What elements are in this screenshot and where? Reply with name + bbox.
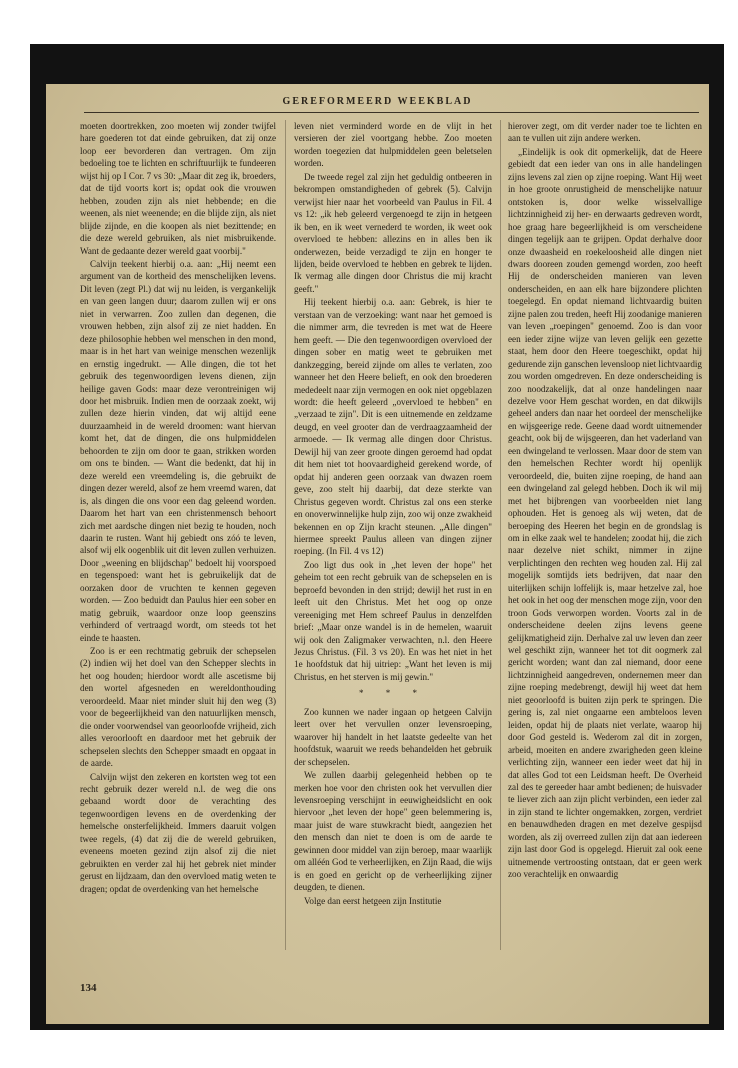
paragraph: Zoo is er een rechtmatig gebruik der schepselen (2) indien wij het doel van den Schepper slechts in het oog houden; hierdoor wordt alle ascetisme bij den wortel afgesneden en wereldonthouding veroordeeld. Maar niet minder sluit hij den weg (3) voor de begeerlijkheid van den natuurlijken mensch, die onder voorwendsel van geoorloofde vrijheid, zich alles veroorlooft en daardoor met het gebruik der schepselen slechts den Schepper smaadt en opgaat in de aarde. — [80, 646, 276, 769]
column-divider — [500, 120, 501, 950]
paragraph: Volge dan eerst hetgeen zijn Institutie — [304, 895, 442, 906]
running-header: GEREFORMEERD WEEKBLAD — [282, 96, 473, 107]
column-divider — [285, 120, 286, 950]
page-number: 134 — [80, 982, 97, 994]
paragraph: moeten doortrekken, zoo moeten wij zonder twijfel hare goederen tot dat einde gebruiken, dat zij onze loop eer bevorderen dan vertragen. Om zijn bedoeling toe te lichten en schriftuurlijk te fundeeren wijst hij op I Cor. 7 vs 30: „Maar dit zeg ik, broeders, dat de tijd voorts kort is; opdat ook die vrouwen hebben, zouden zijn als niet hebbende; en die weenen, als niet weenende; en die blijde zijn, als niet blijde zijnde, en die koopen als niet bezittende; en die deze wereld gebruiken, als niet misbruikende. Want de gedaante dezer wereld gaat voorbij." — [80, 121, 276, 256]
magazine-page — [46, 84, 709, 1024]
paragraph: leven niet verminderd worde en de vlijt in het versieren der ziel voortgang hebbe. Zoo moeten worden toegezien dat hulpmiddelen geen beletselen worden. — [294, 121, 492, 169]
paragraph: De tweede regel zal zijn het geduldig ontbeeren in bekrompen omstandigheden of gebrek (5). Calvijn verwijst hier naar het voorbeeld van Paulus in Fil. 4 vs 12: „ik heb geleerd vergenoegd te zijn in hetgeen ik ben, en ik weet vernederd te worden, ik weet ook overvloed te hebben: allezins en in alles ben ik onderwezen, beide verzadigd te zijn en honger te lijden, beide overvloed te hebben en gebrek te lijden. Ik vermag alle dingen door Christus die mij kracht geeft." — [294, 171, 492, 294]
paragraph: Zoo kunnen we nader ingaan op hetgeen Calvijn leert over het vervullen onzer levensroeping, waarover hij handelt in het laatste gedeelte van het hoofdstuk, waaruit we reeds behandelden het gebruik der schepselen. — [294, 706, 492, 767]
paragraph: Zoo ligt dus ook in „het leven der hope" het geheim tot een recht gebruik van de schepselen en is beproefd bevonden in den strijd; dewijl het rust in en leeft uit den Christus. Met het oog op onze vereeniging met Hem schreef Paulus in denzelfden brief: „Maar onze wandel is in de hemelen, waaruit wij ook den Zaligmaker verwachten, n.l. den Heere Jezus Christus. (Fil. 3 vs 20). En was het niet in het 1e hoofdstuk dat hij uitriep: „Want het leven is mij Christus, en het sterven is mij gewin." — [294, 559, 492, 682]
column-2 — [294, 120, 492, 970]
column-3 — [508, 120, 702, 970]
paragraph: We zullen daarbij gelegenheid hebben op te merken hoe voor den christen ook het vervullen dier levensroeping verschijnt in eeuwigheidslicht en ook hiervoor „het leven der hope" geen belemmering is, maar juist de ware stuwkracht biedt, aangezien het den mensch dan niet te doen is om de aarde te gewinnen door middel van zijn beroep, maar waarlijk om alléén God te verheerlijken, en Zijn Raad, die wijs is en goed en gericht op de verheerlijking zijner deugden, te dienen. — [294, 770, 492, 893]
paragraph: hierover zegt, om dit verder nader toe te lichten en aan te vullen uit zijn andere werken. — [508, 121, 702, 144]
header-rule — [84, 112, 699, 113]
paragraph: Calvijn wijst den zekeren en kortsten weg tot een recht gebruik dezer wereld n.l. de weg die ons gebaand wordt door de verachting des tegenwoordigen levens en de overdenking der hemelsche onsterfelijkheid. Immers daaruit volgen twee regels, (4) dat zij die de wereld gebruiken, eveneens moeten gezind zijn alsof zij die niet gebruikten en verder zal hij het gebrek niet minder gerust en lijdzaam, dan den overvloed matig weten te dragen; opdat de overdenking van het hemelsche — [80, 771, 276, 894]
paragraph: Calvijn teekent hierbij o.a. aan: „Hij neemt een argument van de kortheid des menschelijken levens. Dit leven (zegt Pl.) dat wij nu leiden, is vergankelijk en van geen langen duur; daarom zullen wij er ons niet in verwarren. Zoo zullen dan degenen, die vrouwen hebben, zijn alsof zij ze niet hadden. En deze philosophie hebben wel menschen in den mond, maar is in het hart van weinige menschen wezenlijk en ernstig ingedrukt. — Alle dingen, die tot het gebruik des tegenwoordigen levens dienen, zijn heilige gaven Gods: maar deze verontreinigen wij door het misbruik. Indien men de oorzaak zoekt, wij zullen deze hierin vinden, dat wij altijd eene duurzaamheid in de wereld droomen: want hiervan komt het, dat de dingen, die ons hulpmiddelen behoorden te zijn om door te gaan, strikken worden om ons te binden. — Want die bedenkt, dat hij in deze wereld een vreemdeling is, die gebruikt de dingen dezer wereld, alsof ze hem vreemd waren, dat is, als dingen die ons voor een dag geleend worden. Daarom het hart van een christenmensch behoort zich met aardsche dingen niet bezig te houden, noch daarin te rusten. Want hij gebiedt ons zóó te leven, alsof wij elk oogenblik uit dit leven zullen verhuizen. Door „weening en blijdschap" bedoelt hij voorspoed en tegenspoed: want het is gebruikelijk dat de oorzaken door de vruchten te kennen gegeven worden. — Zoo beduidt dan Paulus hier een sober en matig gebruik, waardoor onze loop geenszins verhinderd of vertraagd wordt, om steeds tot het einde te haasten. — [80, 258, 276, 643]
paragraph: „Eindelijk is ook dit opmerkelijk, dat de Heere gebiedt dat een ieder van ons in alle handelingen zijns levens zal zien op zijne roeping. Want Hij weet in hoe groote onrustigheid de menschelijke natuur ontstoken is, door welke wisselvallige lichtzinnigheid zij her- en derwaarts gedreven wordt, hoe graag hare begeerlijkheid is om verscheidene dingen tegelijk aan te grijpen. Opdat derhalve door onze dwaasheid en roekeloosheid alle dingen niet dwars dooreen zouden gemengd worden, zoo heeft Hij de onderscheiden manieren van leven onderscheiden, en aan elk hare bijzondere plichten toegelegd. En opdat niemand lichtvaardig buiten zijne palen zou treden, heeft Hij zoodanige manieren van leven „roepingen" genoemd. Zoo is dan voor een ieder zijne wijze van leven gelijk een gezette staat, hem door den Heere toegeschikt, opdat hij gedurende zijn ganschen levensloop niet lichtvaardig zou worden omgedreven. En deze onderscheiding is zoo noodzakelijk, dat al onze handelingen naar dezelve voor Hem geschat worden, en dat dikwijls geheel anders dan naar het oordeel der menschelijke en wijsgeerige rede. Geene daad wordt uitnemender geacht, ook bij de wijsgeeren, dan het vaderland van een dwingeland te verlossen. Maar door de stem van den hemelschen Rechter wordt hij openlijk veroordeeld, die, buiten zijne roeping, de hand aan een dwingeland zal gelegd hebben. Doch ik wil mij met het bijbrengen van voorbeelden niet lang ophouden. Het is genoeg als wij weten, dat de beroeping des Heeren het begin en de grondslag is om in elke zaak wel te handelen; zoodat hij, die zich naar dezelve niet schikt, nimmer in zijne verplichtingen den rechten weg houden zal. Hij zal mogelijk somtijds iets bedrijven, dat naar den uiterlijken schijn loffelijk is, maar hetzelve zal, hoe het ook in het oog der menschen moge zijn, voor den troon Gods verworpen worden. Voorts zal in de onderscheidene deelen zijns levens geene gelijkmatigheid zijn. Derhalve zal uw leven dan zeer wel geschikt zijn, wanneer het tot dit oogmerk zal gericht worden; want dan zal niemand, door eene lichtzinnigheid aangedreven, ondernemen meer dan zijne roeping medebrengt, dewijl hij weet dat hem niet geoorloofd is buiten zijn perk te springen. Die gering is, zal niet ongaarne een ambteloos leven leiden, opdat hij de plaats niet verlate, waarop hij door God gesteld is. Wederom zal dit in zorgen, arbeid, moeiten en andere zwarigheden geen kleine verlichting zijn, wanneer een ieder weet dat hij in dat alles God tot een Leidsman heeft. De Overheid zal des te gereeder haar ambt bedienen; de huisvader te liever zich aan zijn plicht verbinden, een ieder zal in zijn stand te lichter ongemakken, zorgen, verdriet en benauwdheden dragen en met dezelve gespijsd worden, als zij overreed zullen zijn dat aan iedereen zijn last door God is opgelegd. Hieruit zal ook eene uitnemende vertroosting ontstaan, dat er geen werk zoo verachtelijk en onwaardig — [508, 146, 702, 880]
paragraph: Hij teekent hierbij o.a. aan: Gebrek, is hier te verstaan van de verzoeking: want naar het gemoed is die nimmer arm, die tevreden is met wat de Heere hem geeft. — Die den tegenwoordigen overvloed der dingen sober en matig weet te gebruiken met dankzegging, bereid zijnde om alles te verlaten, zoo wanneer het den Heere belieft, en ook den broederen mededeelt naar zijn vermogen en ook niet opgeblazen wordt: die heeft geleerd „overvloed te hebben" en „verzaad te zijn". Dit is een uitnemende en zeldzame deugd, en veel grooter dan de verdraagzaamheid der armoede. — Ik vermag alle dingen door Christus. Dewijl hij van zeer groote dingen geroemd had opdat dit hem niet tot hoovaardigheid gerekend worde, of opdat hij anderen geen oorzaak van dwazen roem geve, zoo stelt hij daarbij, dat deze sterkte van Christus gegeven wordt. Christus zal ons een sterke en onoverwinnelijke hulp zijn, zoo wij onze zwakheid bekennen en op Zijn kracht steunen. „Alle dingen" hiermee spreekt Paulus alleen van dingen zijner roeping. (In Fil. 4 vs 12) — [294, 297, 492, 557]
column-1 — [80, 120, 276, 970]
section-separator: * * * — [359, 688, 427, 699]
